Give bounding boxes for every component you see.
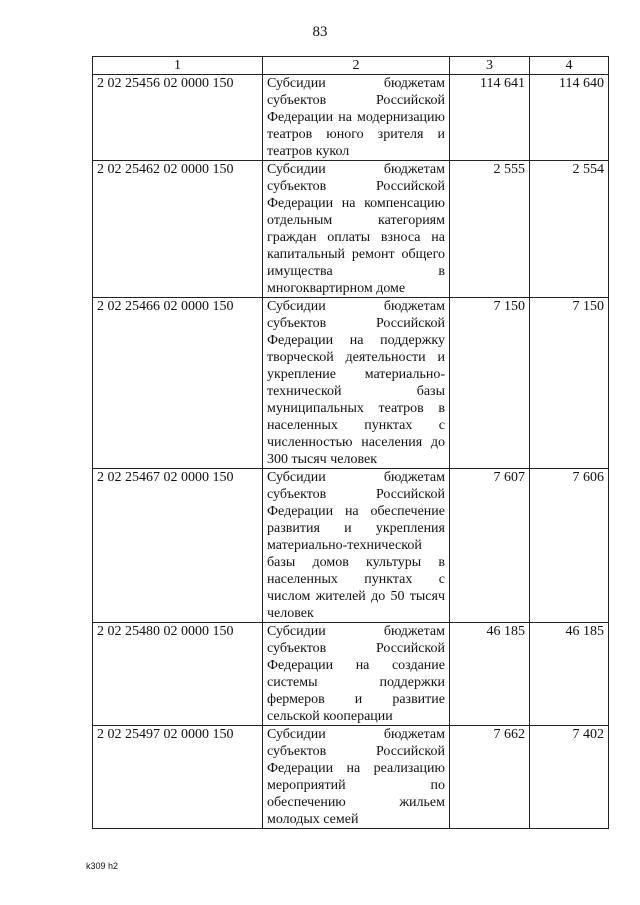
amount-col3: 46 185 (450, 623, 530, 726)
table-row (93, 726, 609, 829)
budget-code: 2 02 25466 02 0000 150 (93, 298, 263, 469)
subsidy-description: Субсидии бюджетам субъектов Российской Федерации на создание системы поддержки фермеров и развитие сельской кооперации (263, 623, 450, 726)
amount-col4: 7 402 (530, 726, 609, 829)
table-row (93, 298, 609, 469)
column-header-3: 3 (450, 57, 530, 75)
budget-table (92, 56, 609, 829)
budget-code: 2 02 25456 02 0000 150 (93, 75, 263, 161)
subsidy-description: Субсидии бюджетам субъектов Российской Федерации на обеспечение развития и укрепления материально-технической базы домов культуры в населенных пунктах с числом жителей до 50 тысяч человек (263, 469, 450, 623)
budget-code: 2 02 25462 02 0000 150 (93, 161, 263, 298)
amount-col4: 7 606 (530, 469, 609, 623)
amount-col4: 114 640 (530, 75, 609, 161)
budget-code: 2 02 25480 02 0000 150 (93, 623, 263, 726)
amount-col4: 2 554 (530, 161, 609, 298)
subsidy-description: Субсидии бюджетам субъектов Российской Федерации на поддержку творческой деятельности и укрепление материально-технической базы муниципальных театров в населенных пунктах с численностью населения до 300 тысяч человек (263, 298, 450, 469)
amount-col3: 2 555 (450, 161, 530, 298)
subsidy-description: Субсидии бюджетам субъектов Российской Федерации на реализацию мероприятий по обеспечению жильем молодых семей (263, 726, 450, 829)
amount-col4: 46 185 (530, 623, 609, 726)
column-header-1: 1 (93, 57, 263, 75)
table-row (93, 469, 609, 623)
amount-col3: 7 607 (450, 469, 530, 623)
table-row (93, 623, 609, 726)
footer-document-code: k309 h2 (86, 861, 119, 871)
subsidy-description: Субсидии бюджетам субъектов Российской Федерации на компенсацию отдельным категориям граждан оплаты взноса на капитальный ремонт общего имущества в многоквартирном доме (263, 161, 450, 298)
table-header-row (93, 57, 609, 75)
budget-code: 2 02 25497 02 0000 150 (93, 726, 263, 829)
table-row (93, 161, 609, 298)
budget-code: 2 02 25467 02 0000 150 (93, 469, 263, 623)
amount-col3: 7 662 (450, 726, 530, 829)
page-number: 83 (312, 24, 328, 40)
column-header-2: 2 (263, 57, 450, 75)
column-header-4: 4 (530, 57, 609, 75)
amount-col3: 7 150 (450, 298, 530, 469)
table-row (93, 75, 609, 161)
amount-col3: 114 641 (450, 75, 530, 161)
subsidy-description: Субсидии бюджетам субъектов Российской Федерации на модернизацию театров юного зрителя и театров кукол (263, 75, 450, 161)
amount-col4: 7 150 (530, 298, 609, 469)
